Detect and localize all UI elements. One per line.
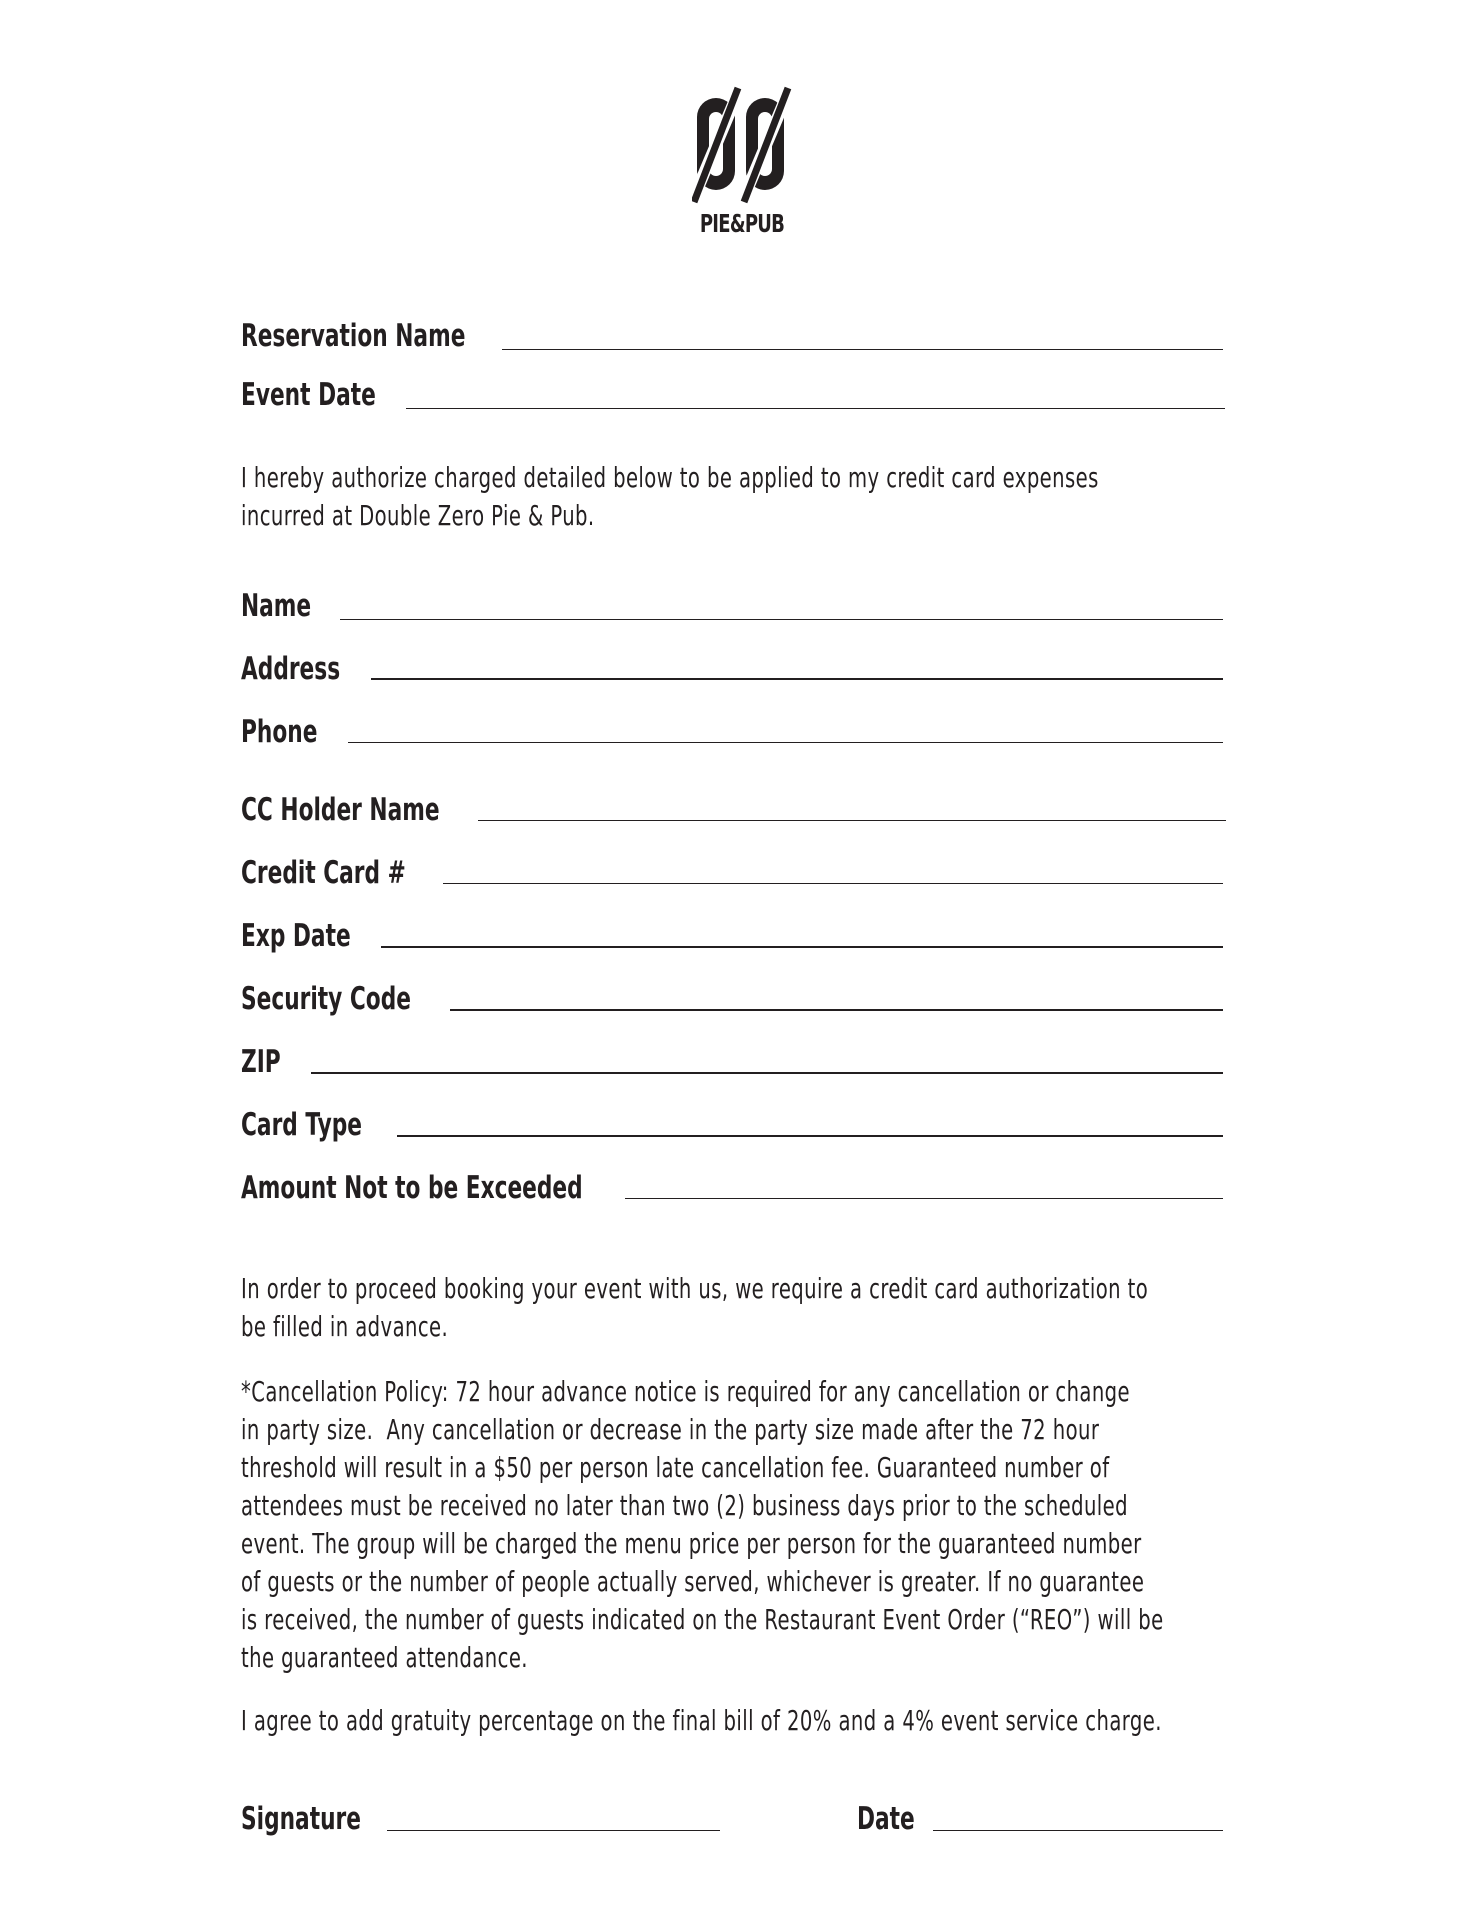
double-zero-logo-mark bbox=[692, 86, 792, 206]
proceed-line-1: In order to proceed booking your event with us, we require a credit card authorization to bbox=[241, 1272, 1149, 1305]
authorization-statement bbox=[241, 459, 1099, 535]
policy-line: in party size. Any cancellation or decrease in the party size made after the 72 hour bbox=[241, 1413, 1100, 1446]
reservation-name-field[interactable] bbox=[502, 349, 1223, 350]
date-field[interactable] bbox=[933, 1830, 1223, 1831]
security-code-label: Security Code bbox=[241, 981, 411, 1017]
name-field[interactable] bbox=[340, 619, 1223, 620]
address-label: Address bbox=[241, 651, 341, 687]
card-type-label: Card Type bbox=[241, 1107, 362, 1143]
card-type-field[interactable] bbox=[397, 1135, 1223, 1137]
logo-text: PIE&PUB bbox=[699, 209, 785, 238]
authorization-line-2: incurred at Double Zero Pie & Pub. bbox=[241, 499, 595, 532]
policy-line: the guaranteed attendance. bbox=[241, 1641, 528, 1674]
policy-line: event. The group will be charged the menu price per person for the guaranteed number bbox=[241, 1527, 1142, 1560]
amount-not-to-exceed-label: Amount Not to be Exceeded bbox=[241, 1170, 583, 1206]
signature-field[interactable] bbox=[387, 1830, 720, 1831]
cancellation-policy bbox=[241, 1373, 1164, 1677]
name-label: Name bbox=[241, 588, 312, 624]
exp-date-field[interactable] bbox=[381, 946, 1223, 948]
signature-label: Signature bbox=[241, 1801, 361, 1837]
policy-line: *Cancellation Policy: 72 hour advance notice is required for any cancellation or change bbox=[241, 1375, 1131, 1408]
phone-label: Phone bbox=[241, 714, 318, 750]
logo bbox=[679, 86, 805, 252]
policy-line: is received, the number of guests indicated on the Restaurant Event Order (“REO”) will be bbox=[241, 1603, 1164, 1636]
credit-card-number-field[interactable] bbox=[443, 883, 1223, 884]
exp-date-label: Exp Date bbox=[241, 918, 351, 954]
policy-line: attendees must be received no later than two (2) business days prior to the scheduled bbox=[241, 1489, 1129, 1522]
phone-field[interactable] bbox=[348, 742, 1223, 743]
gratuity-statement: I agree to add gratuity percentage on the final bill of 20% and a 4% event service charge. bbox=[241, 1704, 1162, 1737]
cc-holder-name-field[interactable] bbox=[478, 820, 1226, 821]
policy-line: of guests or the number of people actually served, whichever is greater. If no guarantee bbox=[241, 1565, 1145, 1598]
event-date-label: Event Date bbox=[241, 377, 376, 413]
cc-holder-name-label: CC Holder Name bbox=[241, 792, 440, 828]
reservation-name-label: Reservation Name bbox=[241, 318, 466, 354]
amount-not-to-exceed-field[interactable] bbox=[625, 1198, 1223, 1199]
proceed-line-2: be filled in advance. bbox=[241, 1310, 449, 1343]
policy-line: threshold will result in a $50 per person late cancellation fee. Guaranteed number of bbox=[241, 1451, 1110, 1484]
proceed-statement bbox=[241, 1270, 1148, 1346]
zip-label: ZIP bbox=[241, 1044, 281, 1080]
authorization-line-1: I hereby authorize charged detailed below to be applied to my credit card expenses bbox=[241, 461, 1099, 494]
address-field[interactable] bbox=[371, 678, 1223, 680]
zip-field[interactable] bbox=[311, 1072, 1223, 1074]
event-date-field[interactable] bbox=[406, 408, 1225, 409]
security-code-field[interactable] bbox=[450, 1009, 1223, 1011]
credit-card-number-label: Credit Card # bbox=[241, 855, 406, 891]
date-label: Date bbox=[857, 1801, 915, 1837]
